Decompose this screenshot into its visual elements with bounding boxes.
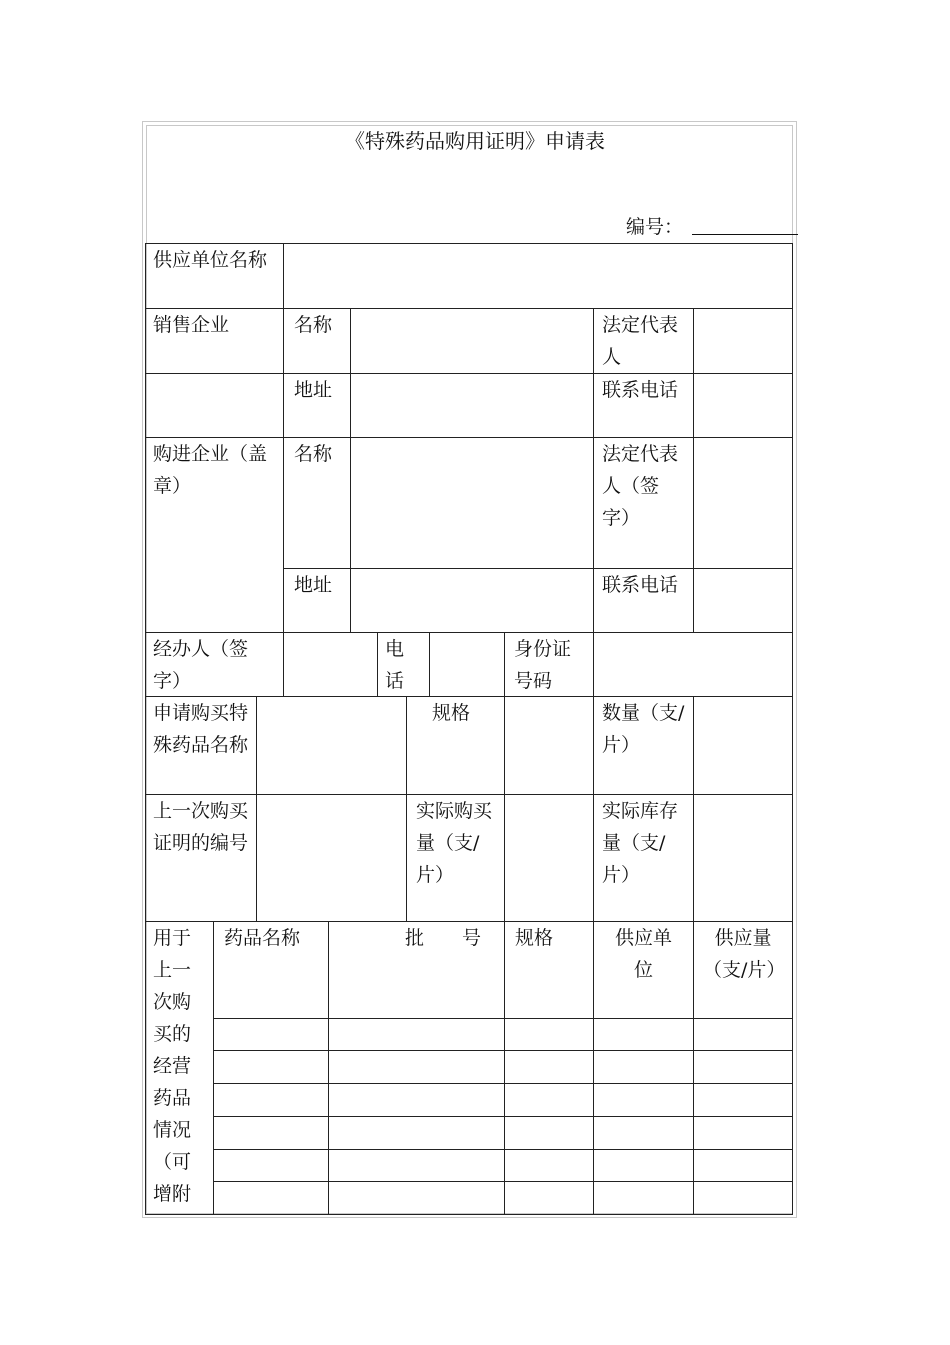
usage-cell[interactable]	[213, 1181, 329, 1215]
previous-cert-no-field[interactable]	[256, 794, 407, 922]
drug-qty-label: 数量（支/片）	[593, 696, 694, 795]
usage-col-batch-no: 批 号	[328, 921, 505, 1019]
drug-spec-field[interactable]	[504, 696, 594, 795]
seller-legal-rep-label: 法定代表人	[593, 308, 694, 374]
usage-cell[interactable]	[213, 1116, 329, 1150]
usage-cell[interactable]	[504, 1018, 594, 1051]
buyer-address-label: 地址	[283, 568, 351, 633]
seller-phone-label: 联系电话	[593, 373, 694, 438]
usage-col-drug-name: 药品名称	[213, 921, 329, 1019]
usage-cell[interactable]	[504, 1050, 594, 1084]
usage-cell[interactable]	[328, 1018, 505, 1051]
serial-number-label: 编号：	[626, 216, 684, 238]
buyer-legal-rep-field[interactable]	[693, 437, 793, 569]
usage-cell[interactable]	[328, 1050, 505, 1084]
usage-cell[interactable]	[693, 1083, 793, 1117]
previous-cert-no-label: 上一次购买证明的编号	[145, 794, 257, 922]
usage-cell[interactable]	[504, 1083, 594, 1117]
usage-cell[interactable]	[328, 1083, 505, 1117]
usage-cell[interactable]	[693, 1116, 793, 1150]
seller-name-field[interactable]	[350, 308, 594, 374]
buyer-name-field[interactable]	[350, 437, 594, 569]
usage-cell[interactable]	[504, 1149, 594, 1182]
buyer-phone-field[interactable]	[693, 568, 793, 633]
usage-col-supply-qty: 供应量（支/片）	[693, 921, 793, 1019]
seller-address-label: 地址	[283, 373, 351, 438]
actual-stock-label: 实际库存量（支/片）	[593, 794, 694, 922]
handler-phone-field[interactable]	[429, 632, 505, 697]
usage-cell[interactable]	[693, 1050, 793, 1084]
usage-cell[interactable]	[328, 1116, 505, 1150]
seller-address-field[interactable]	[350, 373, 594, 438]
seller-legal-rep-field[interactable]	[693, 308, 793, 374]
usage-cell[interactable]	[328, 1149, 505, 1182]
usage-cell[interactable]	[693, 1149, 793, 1182]
usage-cell[interactable]	[504, 1116, 594, 1150]
usage-side-label: 用于上一次购买的经营药品情况（可增附	[145, 921, 214, 1215]
drug-spec-label: 规格	[406, 696, 505, 795]
usage-col-spec: 规格	[504, 921, 594, 1019]
usage-col-supplier: 供应单位	[593, 921, 694, 1019]
seller-label-cont	[145, 373, 284, 438]
usage-cell[interactable]	[328, 1181, 505, 1215]
usage-cell[interactable]	[593, 1149, 694, 1182]
seller-phone-field[interactable]	[693, 373, 793, 438]
usage-cell[interactable]	[593, 1116, 694, 1150]
usage-cell[interactable]	[593, 1018, 694, 1051]
actual-stock-field[interactable]	[693, 794, 793, 922]
handler-label: 经办人（签字）	[145, 632, 284, 697]
drug-name-field[interactable]	[256, 696, 407, 795]
supplier-label: 供应单位名称	[145, 243, 284, 309]
handler-id-field[interactable]	[593, 632, 793, 697]
usage-cell[interactable]	[213, 1149, 329, 1182]
seller-name-label: 名称	[283, 308, 351, 374]
usage-cell[interactable]	[213, 1018, 329, 1051]
buyer-name-label: 名称	[283, 437, 351, 569]
supplier-field[interactable]	[283, 243, 793, 309]
drug-name-label: 申请购买特殊药品名称	[145, 696, 257, 795]
usage-cell[interactable]	[693, 1018, 793, 1051]
buyer-label: 购进企业（盖章）	[145, 437, 284, 633]
actual-purchase-field[interactable]	[504, 794, 594, 922]
buyer-address-field[interactable]	[350, 568, 594, 633]
handler-phone-label: 电话	[377, 632, 430, 697]
usage-cell[interactable]	[693, 1181, 793, 1215]
handler-field[interactable]	[283, 632, 378, 697]
seller-label: 销售企业	[145, 308, 284, 374]
handler-id-label: 身份证号码	[504, 632, 594, 697]
serial-number-field[interactable]	[692, 234, 798, 235]
usage-cell[interactable]	[504, 1181, 594, 1215]
usage-cell[interactable]	[593, 1181, 694, 1215]
form-title: 《特殊药品购用证明》申请表	[345, 129, 605, 153]
usage-cell[interactable]	[593, 1083, 694, 1117]
usage-cell[interactable]	[213, 1050, 329, 1084]
drug-qty-field[interactable]	[693, 696, 793, 795]
actual-purchase-label: 实际购买量（支/片）	[406, 794, 505, 922]
usage-cell[interactable]	[213, 1083, 329, 1117]
usage-cell[interactable]	[593, 1050, 694, 1084]
buyer-phone-label: 联系电话	[593, 568, 694, 633]
buyer-legal-rep-label: 法定代表人（签字）	[593, 437, 694, 569]
